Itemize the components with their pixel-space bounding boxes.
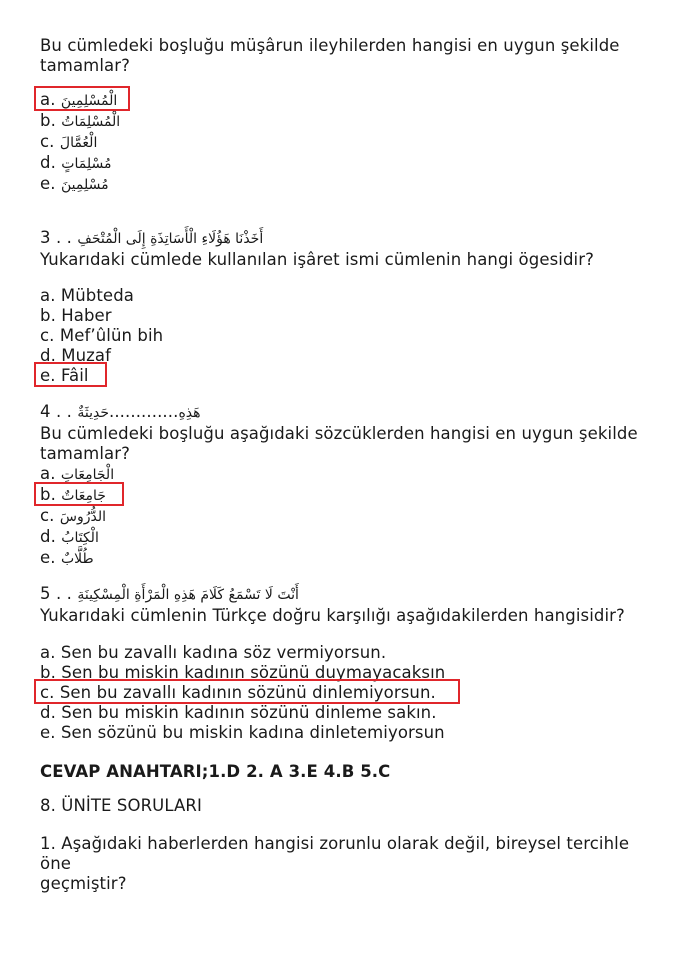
q3-option-a: a. Mübteda [40,286,134,305]
q5-answer-highlight [34,679,460,704]
q4-stem-line1: Bu cümledeki boşluğu aşağıdaki sözcüklerden hangisi en uygun şekilde [40,424,638,443]
q4-option-d: d. الْكِتَابُ [40,527,99,546]
q3-stem: Yukarıdaki cümlede kullanılan işâret ismi cümlenin hangi ögesidir? [40,250,594,269]
q4-option-e: e. طُلَّابٌ [40,548,94,567]
q3-option-e: e. Fâil [40,366,89,385]
q5-stem: Yukarıdaki cümlenin Türkçe doğru karşılığı aşağıdakilerden hangisidir? [40,606,625,625]
q8-1-line2: öne [40,854,72,873]
q3-answer-highlight [34,362,107,387]
q2-option-d: d. مُسْلِمَاتٍ [40,153,112,172]
q2-option-a: a. الْمُسْلِمِينَ [40,90,118,109]
q2-answer-highlight [34,86,130,111]
q8-1-line3: geçmiştir? [40,874,127,893]
q3-option-d: d. Muzaf [40,346,112,365]
q3-arabic-sentence: أَخَذْنَا هَؤُلَاءِ الْأَسَاتِذَةِ إِلَى الْمُتْحَفِ [77,231,264,247]
q5-option-e: e. Sen sözünü bu miskin kadına dinletemiyorsun [40,723,445,742]
q5-arabic-sentence: أَنْتَ لَا تَسْمَعُ كَلَامَ هَذِهِ الْمَرْأَةِ الْمِسْكِينَةِ [77,587,299,603]
q4-option-a: a. الْجَامِعَاتِ [40,464,115,483]
q3-option-b: b. Haber [40,306,112,325]
q2-stem-line2: tamamlar? [40,56,130,75]
unit-heading: 8. ÜNİTE SORULARI [40,796,202,815]
q5-option-c: c. Sen bu zavallı kadının sözünü dinlemiyorsun. [40,683,436,702]
answer-key: CEVAP ANAHTARI;1.D 2. A 3.E 4.B 5.C [40,762,391,781]
q2-option-b: b. الْمُسْلِمَاتُ [40,111,121,130]
q5-option-a: a. Sen bu zavallı kadına söz vermiyorsun. [40,643,387,662]
q4-header: 4 . . حَدِيثَةٌ.............هَذِهِ [40,402,201,421]
q4-stem-line2: tamamlar? [40,444,130,463]
q4-option-b: b. جَامِعَاتٌ [40,485,106,504]
q2-stem-line1: Bu cümledeki boşluğu müşârun ileyhilerden hangisi en uygun şekilde [40,36,620,55]
q3-option-c: c. Mef’ûlün bih [40,326,164,345]
q2-option-c: c. الْعُمَّالَ [40,132,98,151]
q5-option-d: d. Sen bu miskin kadının sözünü dinleme sakın. [40,703,437,722]
q5-header: 5 . . أَنْتَ لَا تَسْمَعُ كَلَامَ هَذِهِ الْمَرْأَةِ الْمِسْكِينَةِ [40,584,299,603]
q5-option-b: b. Sen bu miskin kadının sözünü duymayacaksın [40,663,446,682]
q4-answer-highlight [34,482,124,506]
q8-1-line1: 1. Aşağıdaki haberlerden hangisi zorunlu olarak değil, bireysel tercihle [40,834,630,853]
q3-header: 3 . . أَخَذْنَا هَؤُلَاءِ الْأَسَاتِذَةِ إِلَى الْمُتْحَفِ [40,228,264,247]
q2-option-e: e. مُسْلِمِينَ [40,174,109,193]
q4-option-c: c. الدُّرُوسَ [40,506,107,525]
